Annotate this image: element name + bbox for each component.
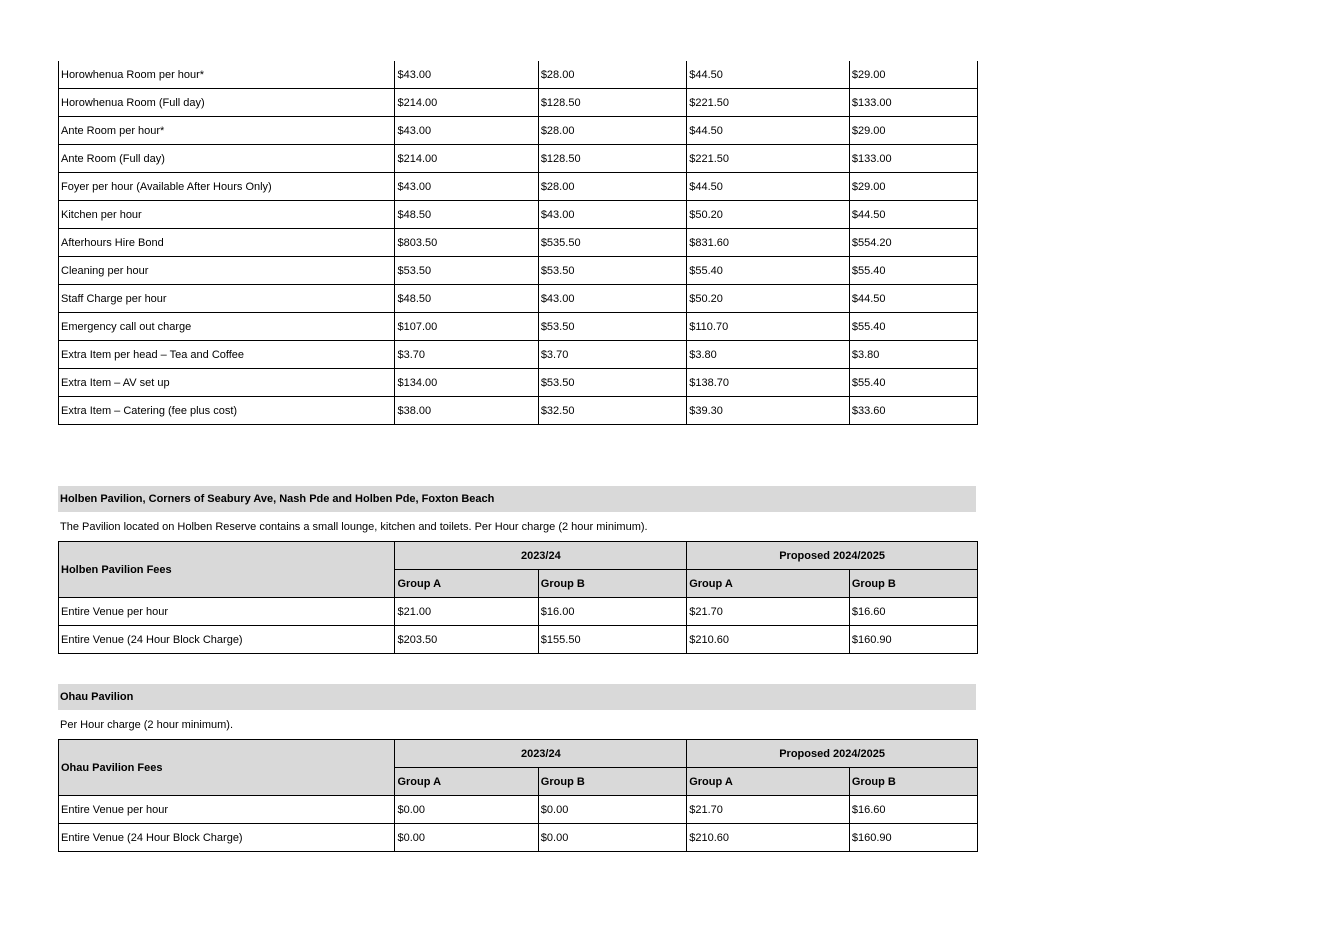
proposed-group-a-value: $50.20 — [687, 285, 850, 313]
holben-proposed-group-b: Group B — [849, 570, 977, 598]
proposed-group-a-value: $44.50 — [687, 117, 850, 145]
proposed-group-a-value: $210.60 — [687, 824, 850, 852]
table-row — [59, 257, 978, 285]
fee-item-label: Staff Charge per hour — [59, 285, 395, 313]
table-row — [59, 341, 978, 369]
current-group-a-value: $43.00 — [395, 61, 538, 89]
current-group-a-value: $803.50 — [395, 229, 538, 257]
current-group-a-value: $21.00 — [395, 598, 538, 626]
current-group-b-value: $0.00 — [538, 796, 686, 824]
current-group-b-value: $53.50 — [538, 369, 686, 397]
current-group-b-value: $16.00 — [538, 598, 686, 626]
holben-period-proposed: Proposed 2024/2025 — [687, 542, 978, 570]
ohau-section-title: Ohau Pavilion — [58, 684, 976, 710]
table-row — [59, 397, 978, 425]
table-row — [59, 824, 978, 852]
proposed-group-a-value: $44.50 — [687, 173, 850, 201]
proposed-group-a-value: $39.30 — [687, 397, 850, 425]
ohau-fees-body — [59, 740, 978, 852]
ohau-period-proposed: Proposed 2024/2025 — [687, 740, 978, 768]
holben-header-row — [59, 542, 978, 570]
proposed-group-a-value: $831.60 — [687, 229, 850, 257]
current-group-a-value: $0.00 — [395, 824, 538, 852]
current-group-b-value: $43.00 — [538, 201, 686, 229]
table-row — [59, 89, 978, 117]
current-group-a-value: $3.70 — [395, 341, 538, 369]
proposed-group-b-value: $133.00 — [849, 89, 977, 117]
current-group-a-value: $134.00 — [395, 369, 538, 397]
room-fees-table — [58, 61, 978, 425]
fee-item-label: Kitchen per hour — [59, 201, 395, 229]
holben-fees-table — [58, 541, 978, 654]
proposed-group-b-value: $554.20 — [849, 229, 977, 257]
proposed-group-b-value: $29.00 — [849, 117, 977, 145]
current-group-b-value: $128.50 — [538, 89, 686, 117]
ohau-proposed-group-b: Group B — [849, 768, 977, 796]
holben-proposed-group-a: Group A — [687, 570, 850, 598]
current-group-b-value: $3.70 — [538, 341, 686, 369]
fee-item-label: Entire Venue per hour — [59, 796, 395, 824]
table-row — [59, 61, 978, 89]
proposed-group-b-value: $33.60 — [849, 397, 977, 425]
proposed-group-a-value: $221.50 — [687, 145, 850, 173]
proposed-group-b-value: $55.40 — [849, 313, 977, 341]
table-row — [59, 626, 978, 654]
current-group-a-value: $48.50 — [395, 201, 538, 229]
current-group-b-value: $535.50 — [538, 229, 686, 257]
table-row — [59, 598, 978, 626]
proposed-group-b-value: $16.60 — [849, 598, 977, 626]
current-group-a-value: $48.50 — [395, 285, 538, 313]
current-group-b-value: $0.00 — [538, 824, 686, 852]
proposed-group-b-value: $3.80 — [849, 341, 977, 369]
table-row — [59, 285, 978, 313]
proposed-group-b-value: $29.00 — [849, 61, 977, 89]
holben-description: The Pavilion located on Holben Reserve contains a small lounge, kitchen and toilets. Per Hour charge (2 hour minimum). — [60, 521, 648, 533]
proposed-group-b-value: $160.90 — [849, 824, 977, 852]
proposed-group-a-value: $221.50 — [687, 89, 850, 117]
proposed-group-b-value: $16.60 — [849, 796, 977, 824]
proposed-group-a-value: $3.80 — [687, 341, 850, 369]
table-row — [59, 313, 978, 341]
current-group-a-value: $38.00 — [395, 397, 538, 425]
fee-item-label: Foyer per hour (Available After Hours Only) — [59, 173, 395, 201]
current-group-b-value: $53.50 — [538, 257, 686, 285]
proposed-group-b-value: $29.00 — [849, 173, 977, 201]
proposed-group-a-value: $55.40 — [687, 257, 850, 285]
proposed-group-a-value: $21.70 — [687, 598, 850, 626]
fee-item-label: Entire Venue (24 Hour Block Charge) — [59, 824, 395, 852]
proposed-group-b-value: $55.40 — [849, 257, 977, 285]
fee-item-label: Entire Venue (24 Hour Block Charge) — [59, 626, 395, 654]
table-row — [59, 145, 978, 173]
proposed-group-a-value: $21.70 — [687, 796, 850, 824]
current-group-b-value: $155.50 — [538, 626, 686, 654]
current-group-b-value: $128.50 — [538, 145, 686, 173]
current-group-a-value: $203.50 — [395, 626, 538, 654]
table-row — [59, 796, 978, 824]
table-row — [59, 201, 978, 229]
proposed-group-a-value: $138.70 — [687, 369, 850, 397]
holben-fees-label: Holben Pavilion Fees — [59, 542, 395, 598]
current-group-a-value: $214.00 — [395, 89, 538, 117]
fee-item-label: Ante Room (Full day) — [59, 145, 395, 173]
holben-section-title: Holben Pavilion, Corners of Seabury Ave, Nash Pde and Holben Pde, Foxton Beach — [58, 486, 976, 512]
table-row — [59, 117, 978, 145]
ohau-current-group-a: Group A — [395, 768, 538, 796]
fee-item-label: Afterhours Hire Bond — [59, 229, 395, 257]
proposed-group-b-value: $44.50 — [849, 285, 977, 313]
current-group-b-value: $28.00 — [538, 61, 686, 89]
fee-item-label: Extra Item – AV set up — [59, 369, 395, 397]
table-row — [59, 229, 978, 257]
current-group-a-value: $214.00 — [395, 145, 538, 173]
fee-item-label: Horowhenua Room (Full day) — [59, 89, 395, 117]
fee-item-label: Extra Item – Catering (fee plus cost) — [59, 397, 395, 425]
holben-current-group-a: Group A — [395, 570, 538, 598]
proposed-group-a-value: $50.20 — [687, 201, 850, 229]
table-row — [59, 369, 978, 397]
proposed-group-a-value: $44.50 — [687, 61, 850, 89]
proposed-group-a-value: $110.70 — [687, 313, 850, 341]
fee-item-label: Emergency call out charge — [59, 313, 395, 341]
current-group-a-value: $43.00 — [395, 173, 538, 201]
current-group-a-value: $53.50 — [395, 257, 538, 285]
ohau-fees-label: Ohau Pavilion Fees — [59, 740, 395, 796]
current-group-b-value: $43.00 — [538, 285, 686, 313]
fee-item-label: Horowhenua Room per hour* — [59, 61, 395, 89]
current-group-a-value: $107.00 — [395, 313, 538, 341]
fee-item-label: Cleaning per hour — [59, 257, 395, 285]
proposed-group-b-value: $160.90 — [849, 626, 977, 654]
current-group-a-value: $43.00 — [395, 117, 538, 145]
holben-period-current: 2023/24 — [395, 542, 687, 570]
current-group-b-value: $53.50 — [538, 313, 686, 341]
proposed-group-b-value: $133.00 — [849, 145, 977, 173]
proposed-group-b-value: $44.50 — [849, 201, 977, 229]
proposed-group-b-value: $55.40 — [849, 369, 977, 397]
holben-fees-body — [59, 542, 978, 654]
current-group-a-value: $0.00 — [395, 796, 538, 824]
ohau-description: Per Hour charge (2 hour minimum). — [60, 719, 234, 731]
current-group-b-value: $32.50 — [538, 397, 686, 425]
ohau-header-row — [59, 740, 978, 768]
fee-item-label: Ante Room per hour* — [59, 117, 395, 145]
fee-item-label: Entire Venue per hour — [59, 598, 395, 626]
table-row — [59, 173, 978, 201]
fee-item-label: Extra Item per head – Tea and Coffee — [59, 341, 395, 369]
room-fees-body — [59, 61, 978, 425]
current-group-b-value: $28.00 — [538, 117, 686, 145]
ohau-fees-table — [58, 739, 978, 852]
ohau-period-current: 2023/24 — [395, 740, 687, 768]
proposed-group-a-value: $210.60 — [687, 626, 850, 654]
current-group-b-value: $28.00 — [538, 173, 686, 201]
ohau-proposed-group-a: Group A — [687, 768, 850, 796]
holben-current-group-b: Group B — [538, 570, 686, 598]
ohau-current-group-b: Group B — [538, 768, 686, 796]
